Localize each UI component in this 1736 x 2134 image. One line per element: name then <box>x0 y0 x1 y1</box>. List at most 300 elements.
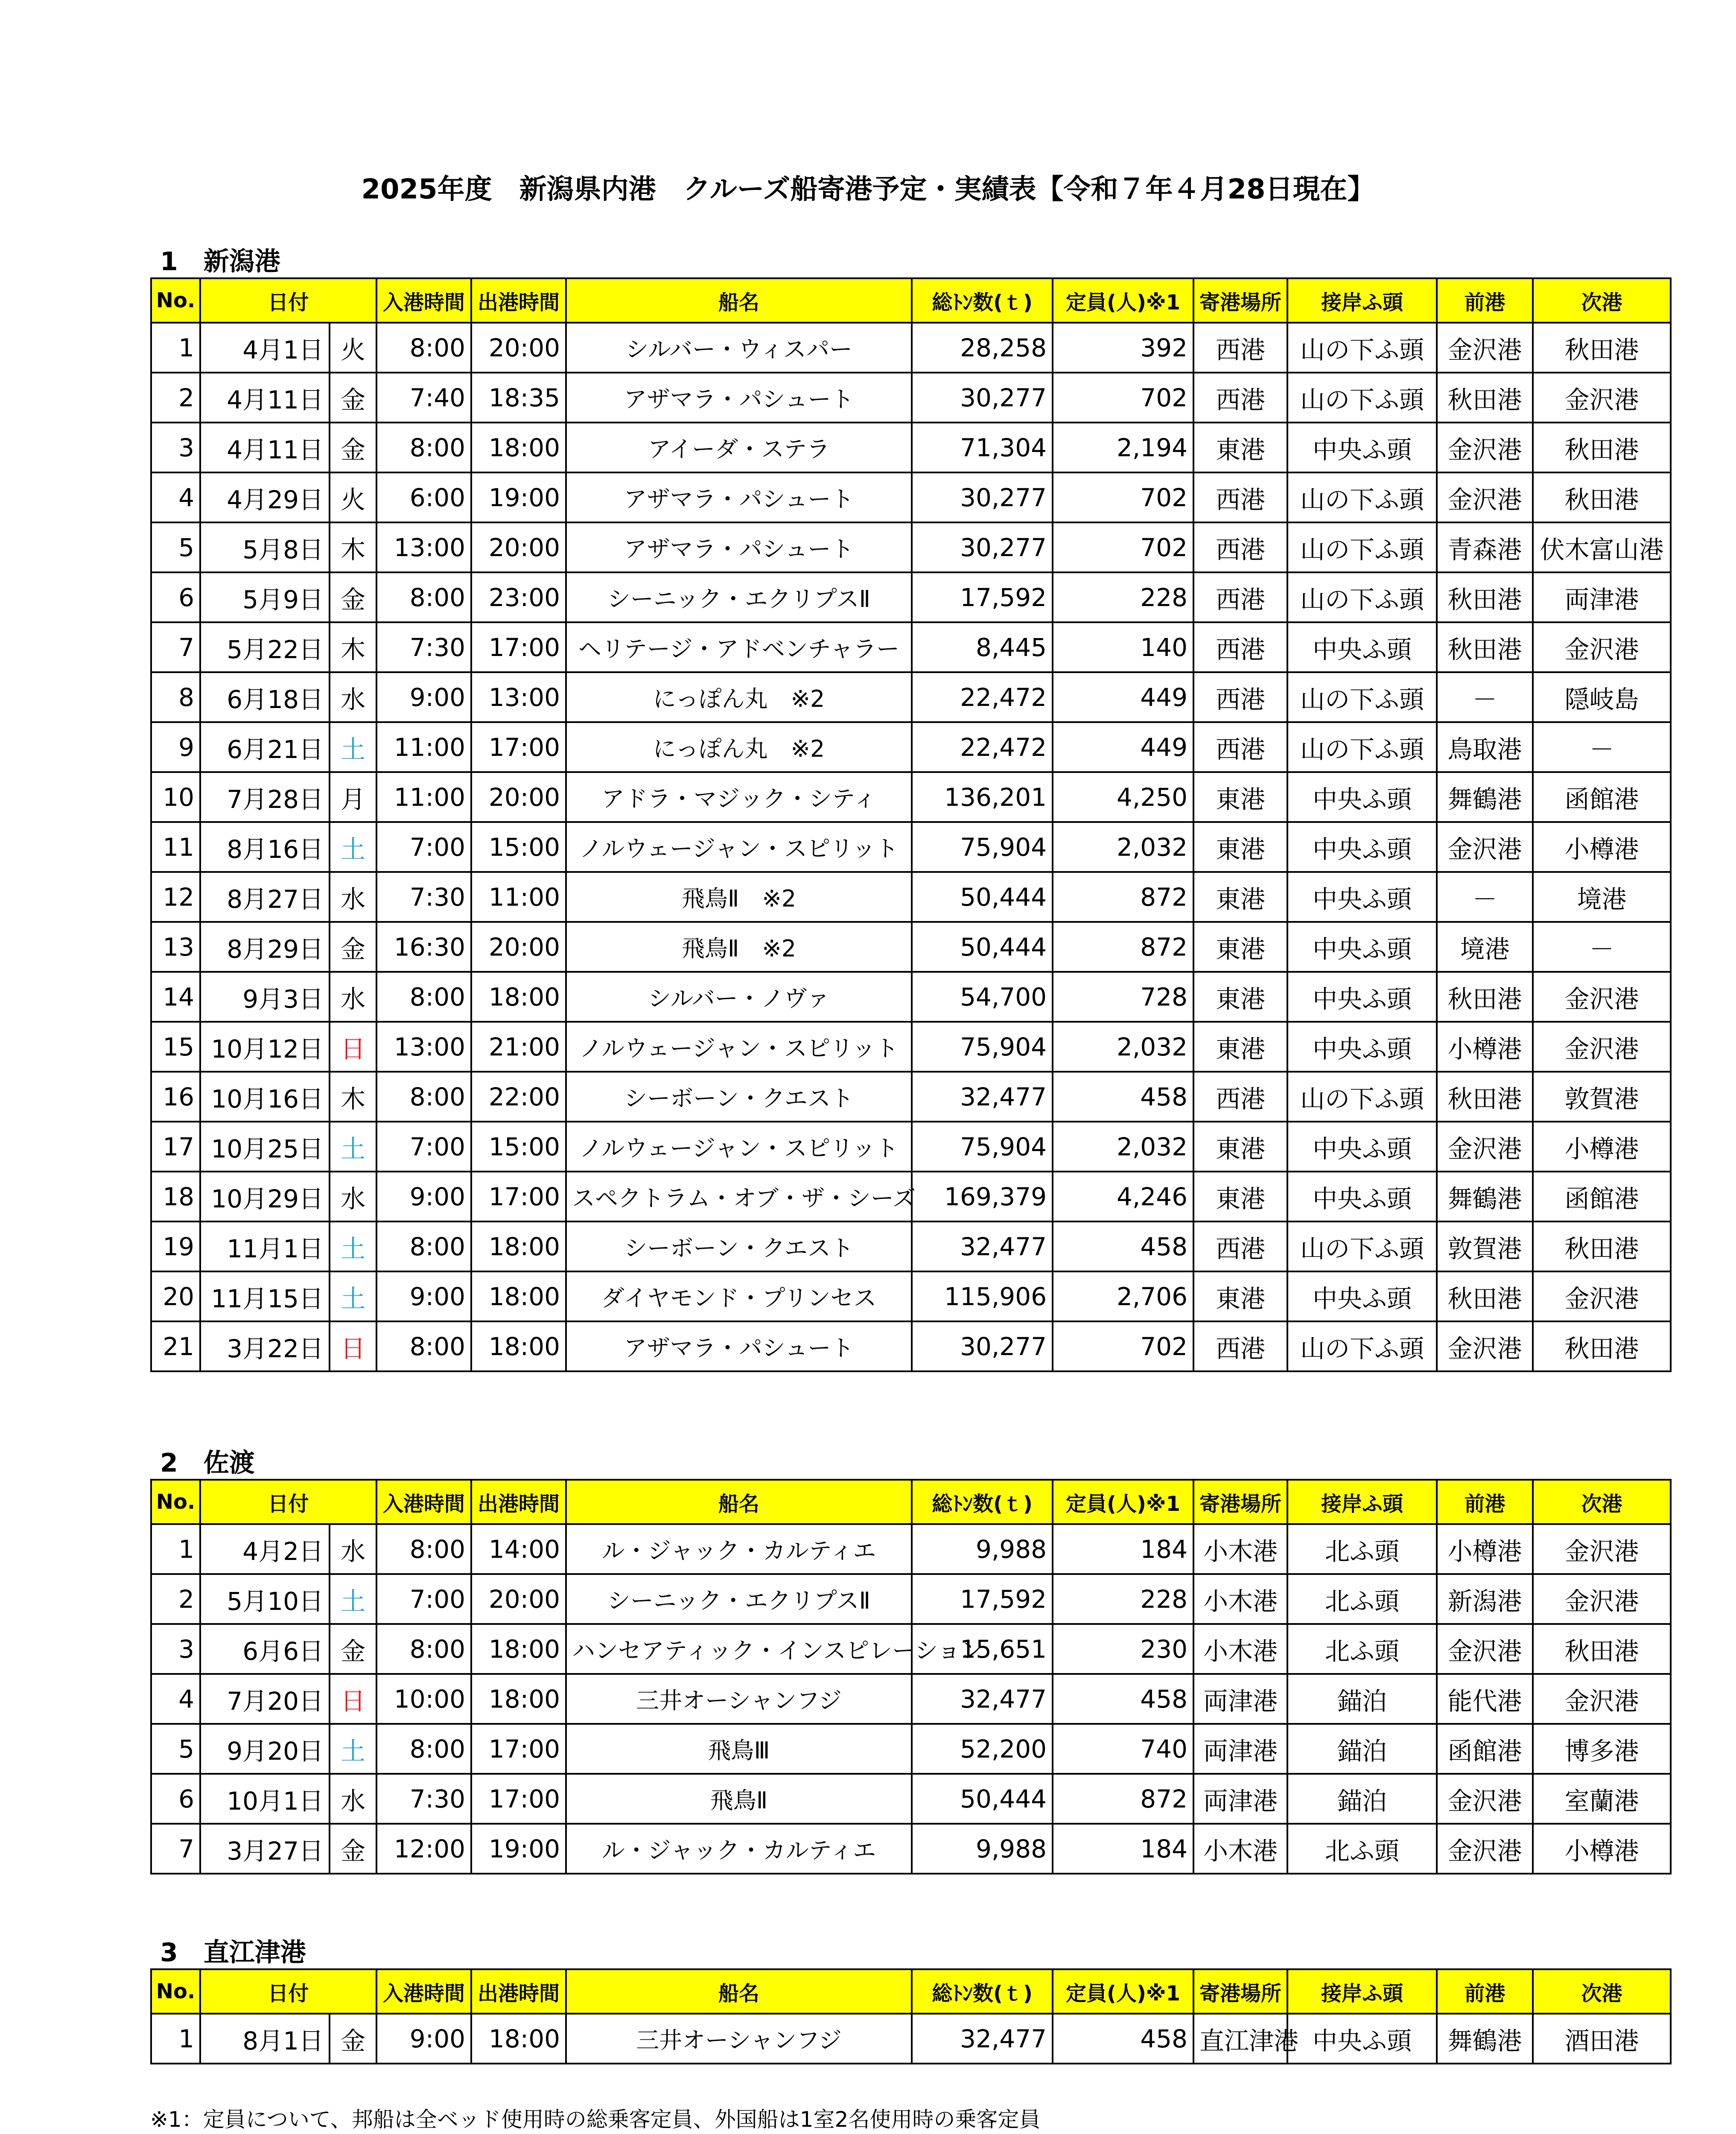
table-row <box>151 1724 1671 1774</box>
next-port: 秋田港 <box>1533 472 1671 522</box>
capacity: 2,706 <box>1053 1271 1193 1321</box>
previous-port: － <box>1437 672 1533 722</box>
departure-time: 18:00 <box>471 972 566 1022</box>
date: 10月12日 <box>200 1022 330 1072</box>
weekday: 日 <box>330 1022 376 1072</box>
capacity: 702 <box>1053 373 1193 423</box>
departure-time: 19:00 <box>471 1824 566 1874</box>
next-port: 室蘭港 <box>1533 1774 1671 1824</box>
weekday: 水 <box>330 1172 376 1222</box>
table-row <box>151 1524 1671 1574</box>
page-title: 2025年度 新潟県内港 クルーズ船寄港予定・実績表【令和７年４月28日現在】 <box>361 174 1375 205</box>
date: 10月29日 <box>200 1172 330 1222</box>
row-number: 7 <box>151 1824 200 1874</box>
gross-tonnage: 54,700 <box>912 972 1053 1022</box>
ship-name: ル・ジャック・カルティエ <box>566 1824 912 1874</box>
ship-name: アザマラ・パシュート <box>566 373 912 423</box>
header-port-of-call: 寄港場所 <box>1193 278 1287 323</box>
gross-tonnage: 50,444 <box>912 872 1053 922</box>
schedule-table-sado <box>150 1479 1672 1875</box>
header-arrival: 入港時間 <box>376 1969 471 2014</box>
capacity: 702 <box>1053 522 1193 572</box>
previous-port: 秋田港 <box>1437 373 1533 423</box>
header-previous-port: 前港 <box>1437 278 1533 323</box>
next-port: 函館港 <box>1533 1172 1671 1222</box>
gross-tonnage: 30,277 <box>912 373 1053 423</box>
header-capacity: 定員(人)※1 <box>1053 278 1193 323</box>
gross-tonnage: 32,477 <box>912 1222 1053 1271</box>
gross-tonnage: 50,444 <box>912 922 1053 972</box>
port-of-call: 東港 <box>1193 822 1287 872</box>
row-number: 8 <box>151 672 200 722</box>
port-of-call: 西港 <box>1193 572 1287 622</box>
header-berth: 接岸ふ頭 <box>1287 1969 1437 2014</box>
berth: 中央ふ頭 <box>1287 822 1437 872</box>
capacity: 458 <box>1053 1222 1193 1271</box>
berth: 中央ふ頭 <box>1287 1172 1437 1222</box>
next-port: 秋田港 <box>1533 323 1671 373</box>
header-capacity: 定員(人)※1 <box>1053 1480 1193 1524</box>
berth: 中央ふ頭 <box>1287 872 1437 922</box>
port-of-call: 西港 <box>1193 722 1287 772</box>
row-number: 5 <box>151 1724 200 1774</box>
previous-port: 敦賀港 <box>1437 1222 1533 1271</box>
arrival-time: 11:00 <box>376 722 471 772</box>
port-of-call: 東港 <box>1193 922 1287 972</box>
weekday: 水 <box>330 972 376 1022</box>
section-heading-sado: 2 佐渡 <box>160 1448 255 1478</box>
ship-name: アザマラ・パシュート <box>566 522 912 572</box>
row-number: 1 <box>151 2014 200 2064</box>
berth: 中央ふ頭 <box>1287 1271 1437 1321</box>
capacity: 2,032 <box>1053 1122 1193 1172</box>
row-number: 2 <box>151 1574 200 1624</box>
table-row <box>151 822 1671 872</box>
table-row <box>151 1574 1671 1624</box>
port-of-call: 東港 <box>1193 1271 1287 1321</box>
departure-time: 20:00 <box>471 922 566 972</box>
row-number: 1 <box>151 323 200 373</box>
date: 7月28日 <box>200 772 330 822</box>
weekday: 日 <box>330 1321 376 1371</box>
previous-port: 舞鶴港 <box>1437 2014 1533 2064</box>
table-row <box>151 1674 1671 1724</box>
date: 8月1日 <box>200 2014 330 2064</box>
table-row <box>151 922 1671 972</box>
weekday: 土 <box>330 1122 376 1172</box>
departure-time: 14:00 <box>471 1524 566 1574</box>
arrival-time: 9:00 <box>376 672 471 722</box>
arrival-time: 8:00 <box>376 1524 471 1574</box>
header-previous-port: 前港 <box>1437 1480 1533 1524</box>
arrival-time: 12:00 <box>376 1824 471 1874</box>
weekday: 金 <box>330 1824 376 1874</box>
date: 11月1日 <box>200 1222 330 1271</box>
ship-name: 三井オーシャンフジ <box>566 2014 912 2064</box>
arrival-time: 7:00 <box>376 822 471 872</box>
berth: 錨泊 <box>1287 1774 1437 1824</box>
arrival-time: 7:30 <box>376 1774 471 1824</box>
table-row <box>151 1072 1671 1122</box>
previous-port: 小樽港 <box>1437 1524 1533 1574</box>
date: 9月20日 <box>200 1724 330 1774</box>
departure-time: 13:00 <box>471 672 566 722</box>
weekday: 金 <box>330 572 376 622</box>
capacity: 702 <box>1053 472 1193 522</box>
next-port: 小樽港 <box>1533 822 1671 872</box>
weekday: 火 <box>330 323 376 373</box>
table-row <box>151 522 1671 572</box>
port-of-call: 西港 <box>1193 323 1287 373</box>
weekday: 水 <box>330 672 376 722</box>
header-next-port: 次港 <box>1533 1480 1671 1524</box>
gross-tonnage: 169,379 <box>912 1172 1053 1222</box>
port-of-call: 直江津港 <box>1193 2014 1287 2064</box>
next-port: 酒田港 <box>1533 2014 1671 2064</box>
ship-name: ル・ジャック・カルティエ <box>566 1524 912 1574</box>
row-number: 15 <box>151 1022 200 1072</box>
departure-time: 20:00 <box>471 1574 566 1624</box>
row-number: 10 <box>151 772 200 822</box>
arrival-time: 8:00 <box>376 1624 471 1674</box>
next-port: 金沢港 <box>1533 1674 1671 1724</box>
weekday: 日 <box>330 1674 376 1724</box>
port-of-call: 西港 <box>1193 1072 1287 1122</box>
table-row <box>151 972 1671 1022</box>
next-port: 金沢港 <box>1533 1022 1671 1072</box>
previous-port: － <box>1437 872 1533 922</box>
header-date: 日付 <box>200 1480 376 1524</box>
berth: 山の下ふ頭 <box>1287 672 1437 722</box>
gross-tonnage: 50,444 <box>912 1774 1053 1824</box>
date: 4月29日 <box>200 472 330 522</box>
header-next-port: 次港 <box>1533 1969 1671 2014</box>
arrival-time: 7:40 <box>376 373 471 423</box>
ship-name: 飛鳥Ⅲ <box>566 1724 912 1774</box>
table-row <box>151 572 1671 622</box>
header-ship-name: 船名 <box>566 278 912 323</box>
berth: 中央ふ頭 <box>1287 922 1437 972</box>
gross-tonnage: 15,651 <box>912 1624 1053 1674</box>
schedule-table-niigata <box>150 277 1672 1372</box>
date: 10月16日 <box>200 1072 330 1122</box>
weekday: 水 <box>330 872 376 922</box>
previous-port: 金沢港 <box>1437 822 1533 872</box>
departure-time: 20:00 <box>471 323 566 373</box>
table-row <box>151 323 1671 373</box>
date: 4月2日 <box>200 1524 330 1574</box>
capacity: 872 <box>1053 1774 1193 1824</box>
next-port: 金沢港 <box>1533 972 1671 1022</box>
date: 9月3日 <box>200 972 330 1022</box>
next-port: 博多港 <box>1533 1724 1671 1774</box>
gross-tonnage: 75,904 <box>912 1022 1053 1072</box>
arrival-time: 13:00 <box>376 1022 471 1072</box>
row-number: 5 <box>151 522 200 572</box>
departure-time: 18:00 <box>471 423 566 472</box>
port-of-call: 両津港 <box>1193 1774 1287 1824</box>
row-number: 16 <box>151 1072 200 1122</box>
schedule-table-naoetsu <box>150 1968 1672 2064</box>
berth: 北ふ頭 <box>1287 1574 1437 1624</box>
next-port: 秋田港 <box>1533 1222 1671 1271</box>
table-row <box>151 1774 1671 1824</box>
departure-time: 18:00 <box>471 1271 566 1321</box>
capacity: 228 <box>1053 1574 1193 1624</box>
previous-port: 金沢港 <box>1437 1824 1533 1874</box>
gross-tonnage: 71,304 <box>912 423 1053 472</box>
arrival-time: 7:00 <box>376 1574 471 1624</box>
next-port: 秋田港 <box>1533 1624 1671 1674</box>
header-next-port: 次港 <box>1533 278 1671 323</box>
previous-port: 金沢港 <box>1437 1122 1533 1172</box>
date: 11月15日 <box>200 1271 330 1321</box>
ship-name: にっぽん丸 ※2 <box>566 722 912 772</box>
weekday: 金 <box>330 922 376 972</box>
port-of-call: 東港 <box>1193 872 1287 922</box>
ship-name: ノルウェージャン・スピリット <box>566 1022 912 1072</box>
table-row <box>151 622 1671 672</box>
berth: 北ふ頭 <box>1287 1824 1437 1874</box>
port-of-call: 両津港 <box>1193 1674 1287 1724</box>
capacity: 449 <box>1053 722 1193 772</box>
next-port: 函館港 <box>1533 772 1671 822</box>
header-berth: 接岸ふ頭 <box>1287 278 1437 323</box>
weekday: 金 <box>330 2014 376 2064</box>
gross-tonnage: 22,472 <box>912 722 1053 772</box>
arrival-time: 8:00 <box>376 1321 471 1371</box>
row-number: 21 <box>151 1321 200 1371</box>
row-number: 20 <box>151 1271 200 1321</box>
weekday: 金 <box>330 373 376 423</box>
date: 10月1日 <box>200 1774 330 1824</box>
capacity: 702 <box>1053 1321 1193 1371</box>
previous-port: 秋田港 <box>1437 1072 1533 1122</box>
row-number: 6 <box>151 572 200 622</box>
arrival-time: 16:30 <box>376 922 471 972</box>
departure-time: 21:00 <box>471 1022 566 1072</box>
berth: 山の下ふ頭 <box>1287 522 1437 572</box>
arrival-time: 8:00 <box>376 972 471 1022</box>
row-number: 17 <box>151 1122 200 1172</box>
next-port: 伏木富山港 <box>1533 522 1671 572</box>
gross-tonnage: 22,472 <box>912 672 1053 722</box>
departure-time: 17:00 <box>471 722 566 772</box>
port-of-call: 東港 <box>1193 1172 1287 1222</box>
ship-name: シルバー・ウィスパー <box>566 323 912 373</box>
port-of-call: 小木港 <box>1193 1524 1287 1574</box>
header-departure: 出港時間 <box>471 278 566 323</box>
row-number: 3 <box>151 423 200 472</box>
row-number: 9 <box>151 722 200 772</box>
header-port-of-call: 寄港場所 <box>1193 1480 1287 1524</box>
gross-tonnage: 52,200 <box>912 1724 1053 1774</box>
date: 5月9日 <box>200 572 330 622</box>
capacity: 228 <box>1053 572 1193 622</box>
previous-port: 能代港 <box>1437 1674 1533 1724</box>
departure-time: 11:00 <box>471 872 566 922</box>
gross-tonnage: 30,277 <box>912 522 1053 572</box>
departure-time: 18:00 <box>471 1222 566 1271</box>
next-port: － <box>1533 922 1671 972</box>
table-row <box>151 373 1671 423</box>
date: 8月16日 <box>200 822 330 872</box>
berth: 山の下ふ頭 <box>1287 1072 1437 1122</box>
date: 4月11日 <box>200 373 330 423</box>
gross-tonnage: 9,988 <box>912 1524 1053 1574</box>
header-ship-name: 船名 <box>566 1480 912 1524</box>
arrival-time: 7:00 <box>376 1122 471 1172</box>
capacity: 2,032 <box>1053 1022 1193 1072</box>
gross-tonnage: 17,592 <box>912 1574 1053 1624</box>
port-of-call: 東港 <box>1193 772 1287 822</box>
date: 3月27日 <box>200 1824 330 1874</box>
weekday: 水 <box>330 1774 376 1824</box>
ship-name: シーボーン・クエスト <box>566 1222 912 1271</box>
row-number: 14 <box>151 972 200 1022</box>
capacity: 2,032 <box>1053 822 1193 872</box>
row-number: 12 <box>151 872 200 922</box>
header-capacity: 定員(人)※1 <box>1053 1969 1193 2014</box>
capacity: 4,246 <box>1053 1172 1193 1222</box>
berth: 山の下ふ頭 <box>1287 722 1437 772</box>
previous-port: 鳥取港 <box>1437 722 1533 772</box>
previous-port: 新潟港 <box>1437 1574 1533 1624</box>
next-port: － <box>1533 722 1671 772</box>
capacity: 458 <box>1053 2014 1193 2064</box>
weekday: 金 <box>330 423 376 472</box>
table-row <box>151 1271 1671 1321</box>
berth: 山の下ふ頭 <box>1287 472 1437 522</box>
header-arrival: 入港時間 <box>376 278 471 323</box>
date: 6月18日 <box>200 672 330 722</box>
table-header-row <box>151 278 1671 323</box>
next-port: 金沢港 <box>1533 1574 1671 1624</box>
gross-tonnage: 75,904 <box>912 822 1053 872</box>
capacity: 872 <box>1053 872 1193 922</box>
next-port: 金沢港 <box>1533 1271 1671 1321</box>
weekday: 木 <box>330 622 376 672</box>
departure-time: 18:00 <box>471 1624 566 1674</box>
departure-time: 22:00 <box>471 1072 566 1122</box>
capacity: 458 <box>1053 1674 1193 1724</box>
header-arrival: 入港時間 <box>376 1480 471 1524</box>
port-of-call: 小木港 <box>1193 1574 1287 1624</box>
row-number: 2 <box>151 373 200 423</box>
capacity: 740 <box>1053 1724 1193 1774</box>
arrival-time: 11:00 <box>376 772 471 822</box>
ship-name: ノルウェージャン・スピリット <box>566 822 912 872</box>
weekday: 土 <box>330 822 376 872</box>
capacity: 230 <box>1053 1624 1193 1674</box>
port-of-call: 東港 <box>1193 423 1287 472</box>
weekday: 土 <box>330 1222 376 1271</box>
row-number: 19 <box>151 1222 200 1271</box>
departure-time: 19:00 <box>471 472 566 522</box>
berth: 錨泊 <box>1287 1724 1437 1774</box>
previous-port: 秋田港 <box>1437 572 1533 622</box>
departure-time: 17:00 <box>471 1172 566 1222</box>
date: 4月11日 <box>200 423 330 472</box>
departure-time: 15:00 <box>471 822 566 872</box>
next-port: 両津港 <box>1533 572 1671 622</box>
ship-name: アイーダ・ステラ <box>566 423 912 472</box>
ship-name: シーニック・エクリプスⅡ <box>566 1574 912 1624</box>
table-row <box>151 772 1671 822</box>
header-no: No. <box>151 1969 200 2014</box>
berth: 山の下ふ頭 <box>1287 1222 1437 1271</box>
table-row <box>151 672 1671 722</box>
ship-name: シーニック・エクリプスⅡ <box>566 572 912 622</box>
next-port: 金沢港 <box>1533 622 1671 672</box>
departure-time: 18:00 <box>471 1321 566 1371</box>
port-of-call: 西港 <box>1193 622 1287 672</box>
ship-name: スペクトラム・オブ・ザ・シーズ <box>566 1172 912 1222</box>
arrival-time: 8:00 <box>376 423 471 472</box>
table-row <box>151 2014 1671 2064</box>
ship-name: ダイヤモンド・プリンセス <box>566 1271 912 1321</box>
date: 6月21日 <box>200 722 330 772</box>
previous-port: 金沢港 <box>1437 323 1533 373</box>
date: 6月6日 <box>200 1624 330 1674</box>
port-of-call: 西港 <box>1193 472 1287 522</box>
departure-time: 18:35 <box>471 373 566 423</box>
section-heading-niigata: 1 新潟港 <box>160 247 280 277</box>
departure-time: 17:00 <box>471 1724 566 1774</box>
arrival-time: 8:00 <box>376 572 471 622</box>
next-port: 境港 <box>1533 872 1671 922</box>
arrival-time: 6:00 <box>376 472 471 522</box>
next-port: 金沢港 <box>1533 373 1671 423</box>
ship-name: 三井オーシャンフジ <box>566 1674 912 1724</box>
date: 8月29日 <box>200 922 330 972</box>
berth: 中央ふ頭 <box>1287 1122 1437 1172</box>
next-port: 小樽港 <box>1533 1122 1671 1172</box>
table-row <box>151 1321 1671 1371</box>
previous-port: 秋田港 <box>1437 972 1533 1022</box>
previous-port: 金沢港 <box>1437 1624 1533 1674</box>
weekday: 火 <box>330 472 376 522</box>
weekday: 月 <box>330 772 376 822</box>
gross-tonnage: 17,592 <box>912 572 1053 622</box>
berth: 錨泊 <box>1287 1674 1437 1724</box>
port-of-call: 西港 <box>1193 672 1287 722</box>
previous-port: 境港 <box>1437 922 1533 972</box>
previous-port: 秋田港 <box>1437 1271 1533 1321</box>
header-date: 日付 <box>200 278 376 323</box>
capacity: 449 <box>1053 672 1193 722</box>
capacity: 458 <box>1053 1072 1193 1122</box>
header-tonnage: 総ﾄﾝ数(ｔ) <box>912 278 1053 323</box>
ship-name: 飛鳥Ⅱ ※2 <box>566 922 912 972</box>
ship-name: ノルウェージャン・スピリット <box>566 1122 912 1172</box>
row-number: 11 <box>151 822 200 872</box>
row-number: 18 <box>151 1172 200 1222</box>
port-of-call: 両津港 <box>1193 1724 1287 1774</box>
weekday: 土 <box>330 722 376 772</box>
date: 5月8日 <box>200 522 330 572</box>
ship-name: アザマラ・パシュート <box>566 472 912 522</box>
previous-port: 函館港 <box>1437 1724 1533 1774</box>
departure-time: 23:00 <box>471 572 566 622</box>
weekday: 木 <box>330 1072 376 1122</box>
previous-port: 舞鶴港 <box>1437 1172 1533 1222</box>
previous-port: 秋田港 <box>1437 622 1533 672</box>
ship-name: 飛鳥Ⅱ <box>566 1774 912 1824</box>
port-of-call: 小木港 <box>1193 1624 1287 1674</box>
date: 5月22日 <box>200 622 330 672</box>
ship-name: アドラ・マジック・シティ <box>566 772 912 822</box>
